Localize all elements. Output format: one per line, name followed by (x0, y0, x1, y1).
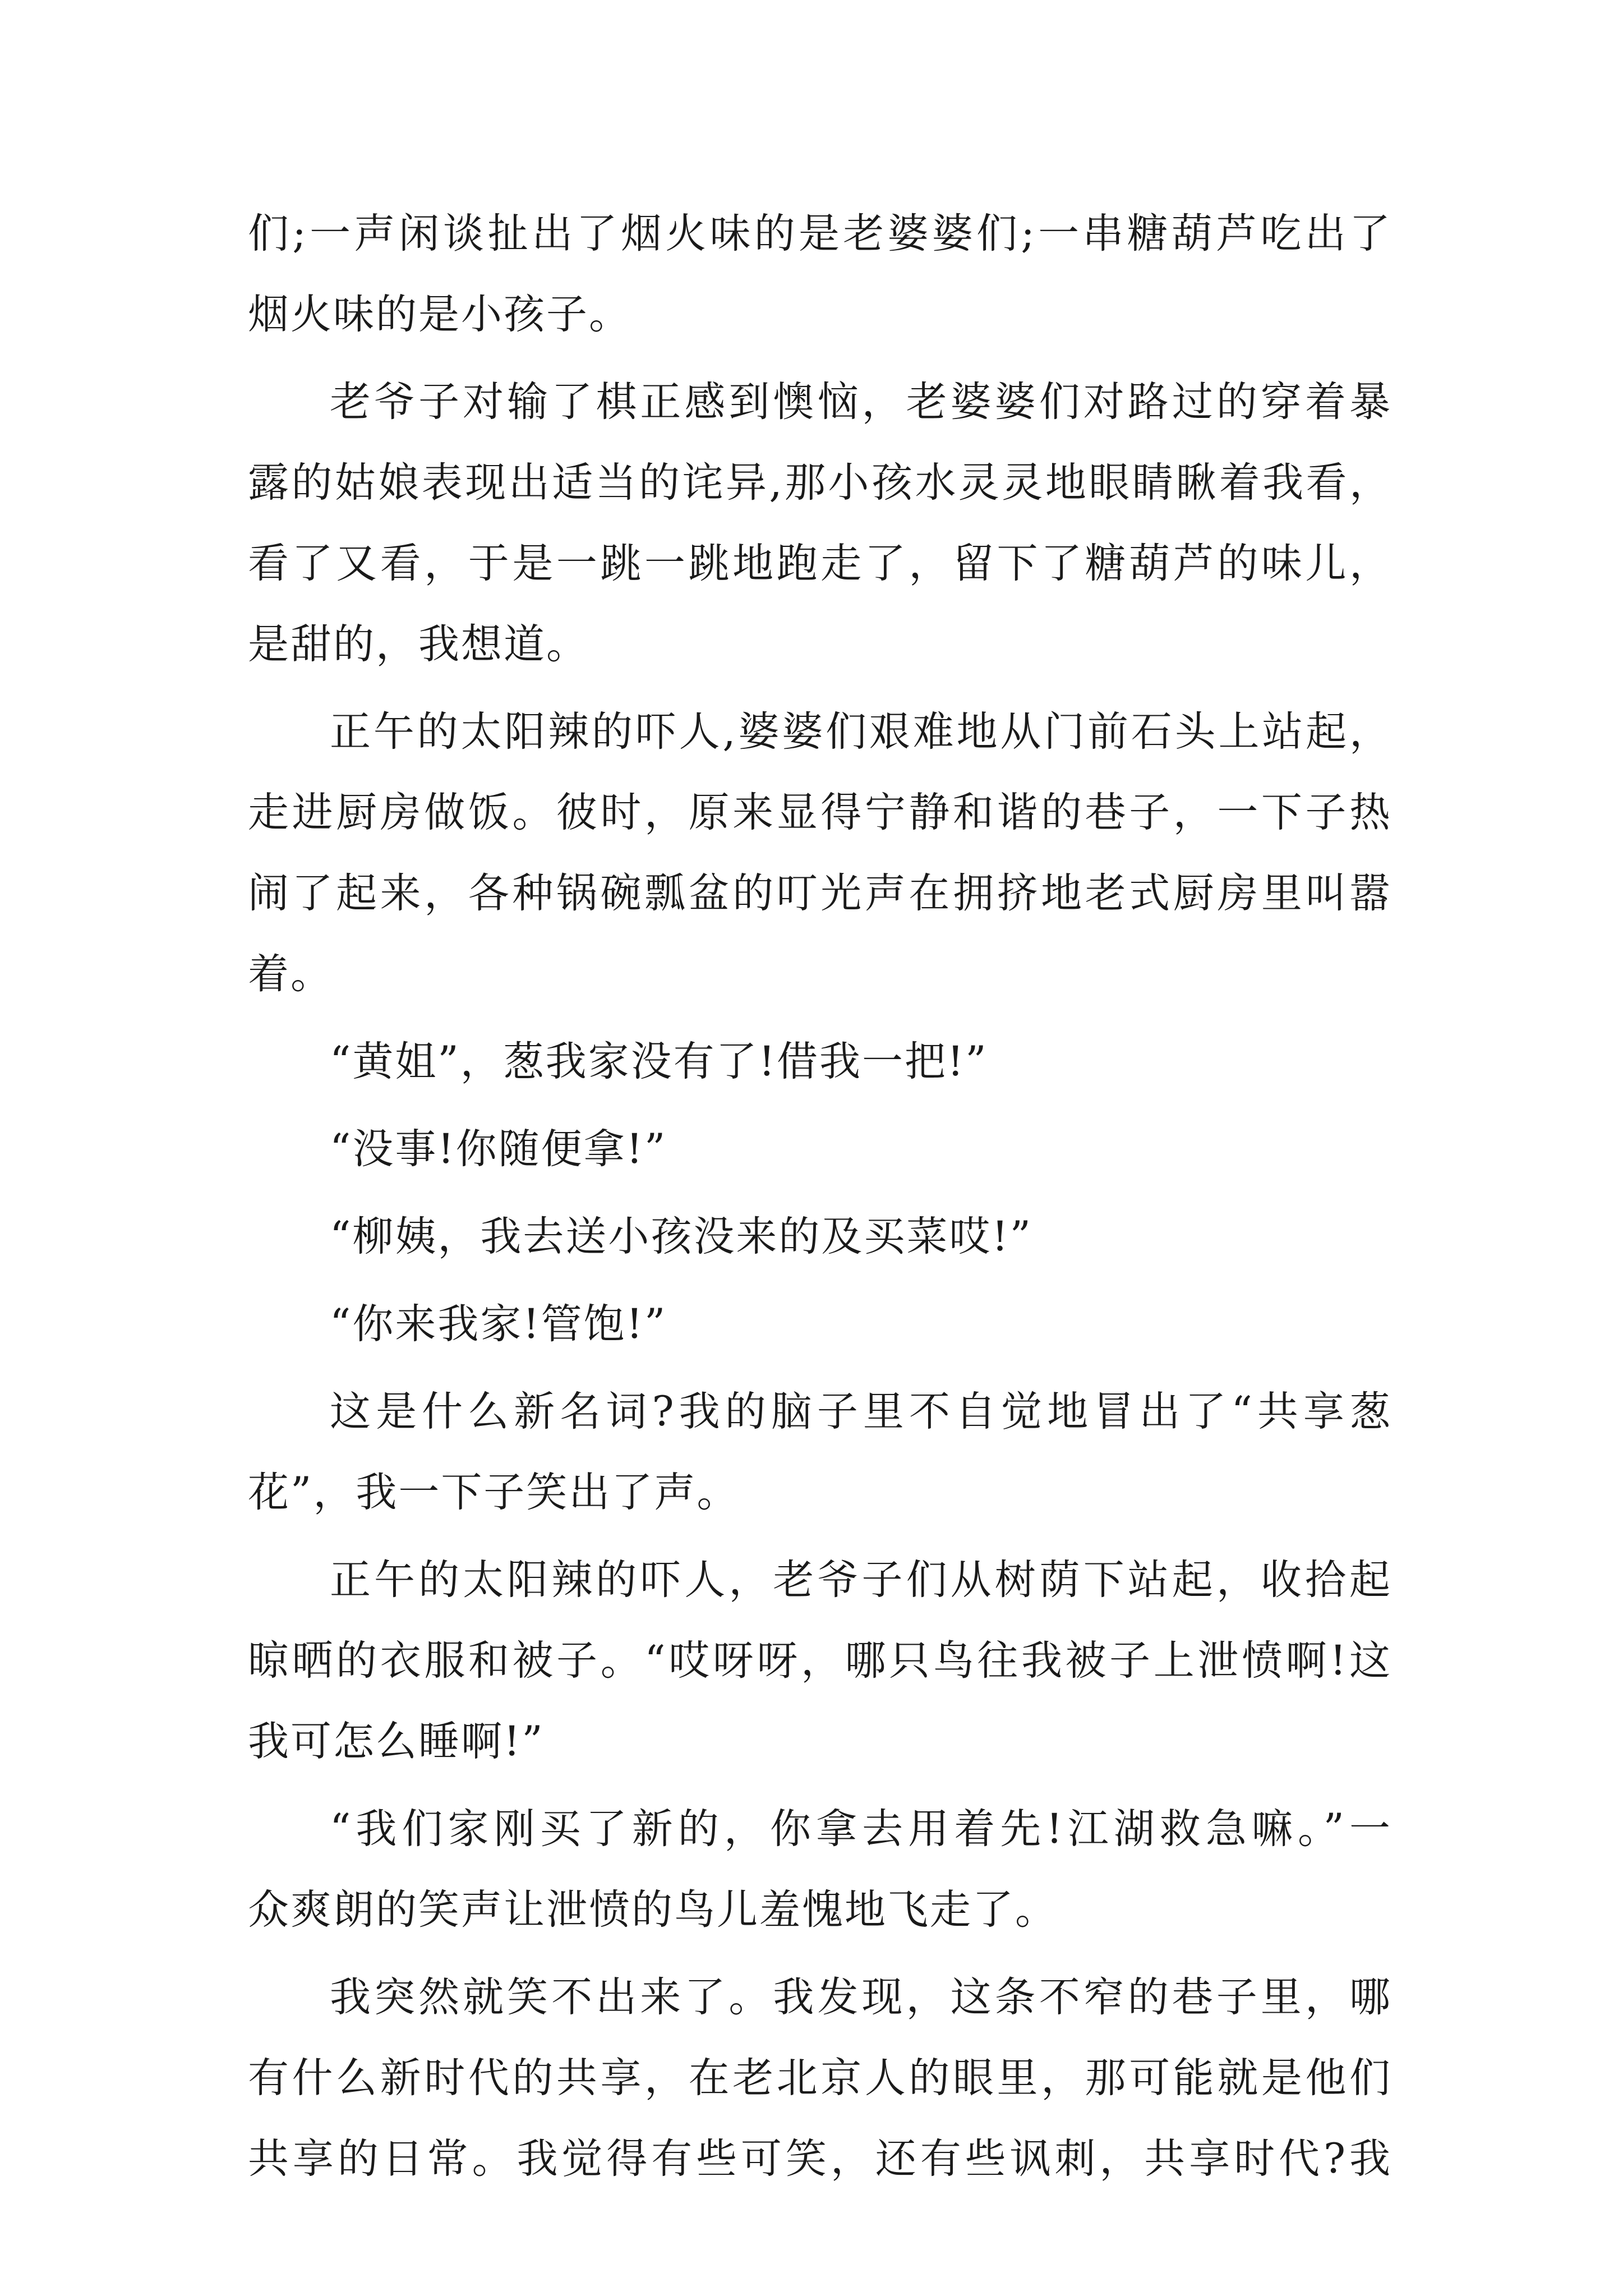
paragraph (248, 1540, 1392, 1782)
text-line: “你来我家!管饱!” (330, 1300, 667, 1348)
text-line: 们;一声闲谈扯出了烟火味的是老婆婆们;一串糖葫芦吃出了 (248, 210, 1392, 257)
text-line: “没事!你随便拿!” (330, 1125, 667, 1173)
paragraph-gap (248, 1782, 1392, 1789)
paragraph-gap (248, 1277, 1392, 1284)
paragraph (248, 362, 1392, 685)
paragraph-gap (248, 1950, 1392, 1957)
paragraph-gap (248, 1102, 1392, 1109)
paragraph (248, 194, 1392, 355)
paragraph-gap (248, 355, 1392, 362)
paragraph (248, 1372, 1392, 1533)
text-line: 老爷子对输了棋正感到懊恼，老婆婆们对路过的穿着暴 (330, 378, 1392, 426)
text-line: 闹了起来，各种锅碗瓢盆的叮光声在拥挤地老式厨房里叫嚣 (248, 869, 1392, 917)
text-line: 正午的太阳辣的吓人，老爷子们从树荫下站起，收拾起 (330, 1556, 1392, 1604)
paragraph (248, 1109, 1392, 1190)
text-line: 花”，我一下子笑出了声。 (248, 1469, 740, 1516)
text-line: 是甜的，我想道。 (248, 620, 589, 668)
text-line: 露的姑娘表现出适当的诧异,那小孩水灵灵地眼睛瞅着我看， (248, 459, 1392, 507)
text-line: 着。 (248, 950, 333, 998)
body-text (248, 194, 1392, 2200)
paragraph (248, 1022, 1392, 1102)
text-line: 正午的太阳辣的吓人,婆婆们艰难地从门前石头上站起， (330, 708, 1392, 756)
paragraph (248, 1197, 1392, 1277)
text-line: 晾晒的衣服和被子。“哎呀呀，哪只鸟往我被子上泄愤啊!这 (248, 1637, 1392, 1685)
text-line: 走进厨房做饭。彼时，原来显得宁静和谐的巷子，一下子热 (248, 789, 1392, 836)
paragraph-gap (248, 685, 1392, 692)
text-line: “黄姐”，葱我家没有了!借我一把!” (330, 1038, 988, 1085)
paragraph (248, 692, 1392, 1015)
paragraph-gap (248, 1365, 1392, 1372)
paragraph-gap (248, 1533, 1392, 1540)
paragraph (248, 1284, 1392, 1365)
text-line: 烟火味的是小孩子。 (248, 291, 631, 338)
paragraph-gap (248, 1190, 1392, 1197)
text-line: 我突然就笑不出来了。我发现，这条不窄的巷子里，哪 (330, 1973, 1392, 2021)
text-line: 这是什么新名词?我的脑子里不自觉地冒出了“共享葱 (330, 1388, 1392, 1435)
text-line: 看了又看，于是一跳一跳地跑走了，留下了糖葫芦的味儿， (248, 540, 1392, 587)
paragraph-gap (248, 1015, 1392, 1022)
text-line: 众爽朗的笑声让泄愤的鸟儿羞愧地飞走了。 (248, 1886, 1058, 1934)
text-line: 有什么新时代的共享，在老北京人的眼里，那可能就是他们 (248, 2054, 1392, 2102)
text-line: 我可怎么睡啊!” (248, 1718, 545, 1765)
paragraph (248, 1789, 1392, 1950)
text-line: “我们家刚买了新的，你拿去用着先!江湖救急嘛。”一 (330, 1805, 1392, 1853)
text-line: 共享的日常。我觉得有些可笑，还有些讽刺，共享时代?我 (248, 2135, 1392, 2183)
paragraph (248, 1957, 1392, 2200)
text-line: “柳姨，我去送小孩没来的及买菜哎!” (330, 1213, 1032, 1260)
